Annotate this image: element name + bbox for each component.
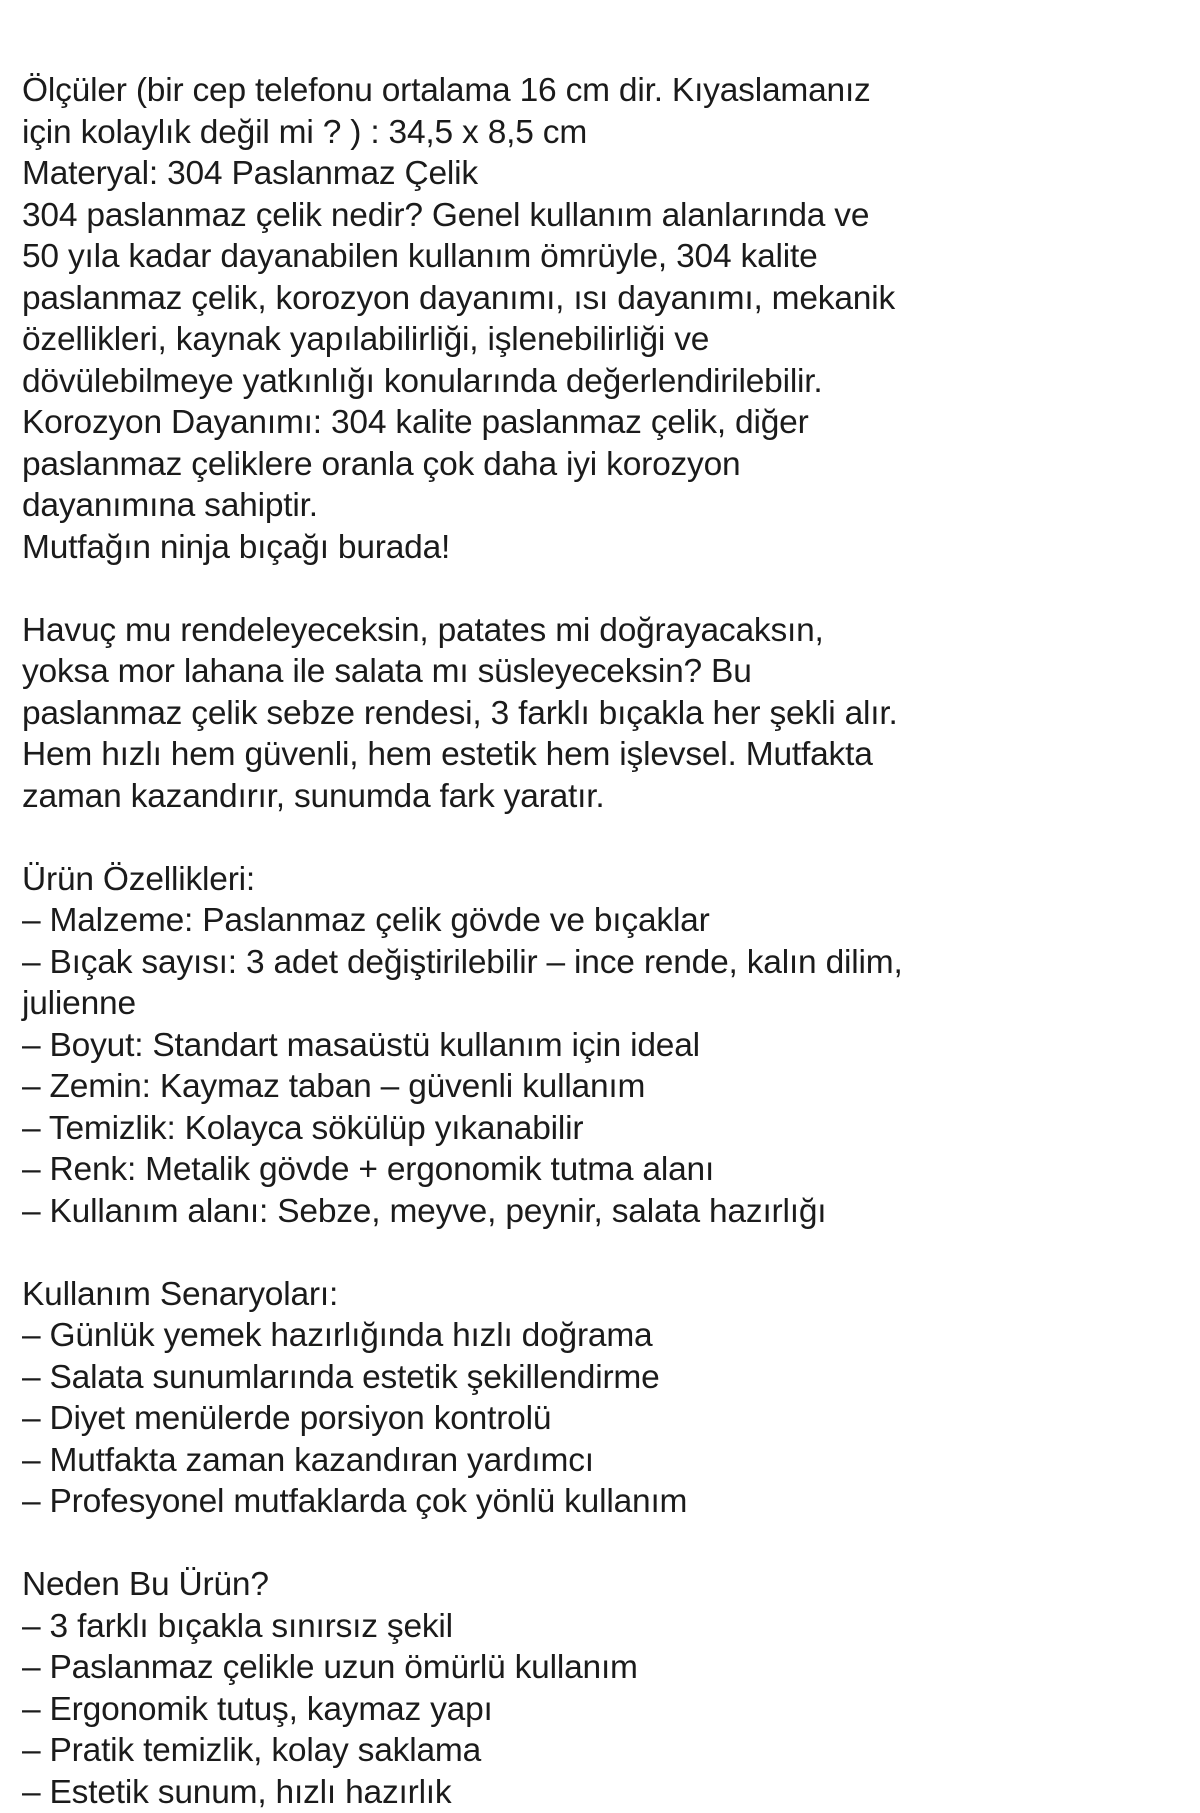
paragraph-spacer: [22, 817, 1062, 859]
feature-item-continuation: julienne: [22, 983, 1062, 1025]
feature-item: – Temizlik: Kolayca sökülüp yıkanabilir: [22, 1108, 1062, 1150]
tagline: Mutfağın ninja bıçağı burada!: [22, 527, 1062, 569]
spec-line: paslanmaz çelik, korozyon dayanımı, ısı dayanımı, mekanik: [22, 278, 1062, 320]
spec-line: paslanmaz çeliklere oranla çok daha iyi korozyon: [22, 444, 1062, 486]
paragraph-spacer: [22, 568, 1062, 610]
spec-line: dövülebilmeye yatkınlığı konularında değerlendirilebilir.: [22, 361, 1062, 403]
scenario-item: – Profesyonel mutfaklarda çok yönlü kullanım: [22, 1481, 1062, 1523]
spec-line: için kolaylık değil mi ? ) : 34,5 x 8,5 cm: [22, 112, 1062, 154]
spec-line: dayanımına sahiptir.: [22, 485, 1062, 527]
why-item: – Paslanmaz çelikle uzun ömürlü kullanım: [22, 1647, 1062, 1689]
intro-line: zaman kazandırır, sunumda fark yaratır.: [22, 776, 1062, 818]
intro-block: [22, 610, 1062, 818]
feature-item: – Renk: Metalik gövde + ergonomik tutma alanı: [22, 1149, 1062, 1191]
feature-item: – Zemin: Kaymaz taban – güvenli kullanım: [22, 1066, 1062, 1108]
scenario-item: – Günlük yemek hazırlığında hızlı doğrama: [22, 1315, 1062, 1357]
feature-item: – Boyut: Standart masaüstü kullanım için ideal: [22, 1025, 1062, 1067]
spec-line: Materyal: 304 Paslanmaz Çelik: [22, 153, 1062, 195]
why-item: – Estetik sunum, hızlı hazırlık: [22, 1772, 1062, 1813]
why-item: – Pratik temizlik, kolay saklama: [22, 1730, 1062, 1772]
spec-line: 50 yıla kadar dayanabilen kullanım ömrüyle, 304 kalite: [22, 236, 1062, 278]
why-heading: Neden Bu Ürün?: [22, 1564, 1062, 1606]
spec-line: 304 paslanmaz çelik nedir? Genel kullanım alanlarında ve: [22, 195, 1062, 237]
features-block: [22, 859, 1062, 1233]
why-this-product-block: [22, 1564, 1062, 1813]
intro-line: paslanmaz çelik sebze rendesi, 3 farklı bıçakla her şekli alır.: [22, 693, 1062, 735]
specifications-block: [22, 70, 1062, 568]
scenario-item: – Mutfakta zaman kazandıran yardımcı: [22, 1440, 1062, 1482]
spec-line: özellikleri, kaynak yapılabilirliği, işlenebilirliği ve: [22, 319, 1062, 361]
paragraph-spacer: [22, 1232, 1062, 1274]
why-item: – Ergonomik tutuş, kaymaz yapı: [22, 1689, 1062, 1731]
feature-item: – Kullanım alanı: Sebze, meyve, peynir, salata hazırlığı: [22, 1191, 1062, 1233]
feature-item: – Malzeme: Paslanmaz çelik gövde ve bıçaklar: [22, 900, 1062, 942]
spec-line: Korozyon Dayanımı: 304 kalite paslanmaz çelik, diğer: [22, 402, 1062, 444]
intro-line: yoksa mor lahana ile salata mı süsleyeceksin? Bu: [22, 651, 1062, 693]
scenario-item: – Salata sunumlarında estetik şekillendirme: [22, 1357, 1062, 1399]
paragraph-spacer: [22, 1523, 1062, 1565]
scenarios-heading: Kullanım Senaryoları:: [22, 1274, 1062, 1316]
features-heading: Ürün Özellikleri:: [22, 859, 1062, 901]
intro-line: Hem hızlı hem güvenli, hem estetik hem işlevsel. Mutfakta: [22, 734, 1062, 776]
intro-line: Havuç mu rendeleyeceksin, patates mi doğrayacaksın,: [22, 610, 1062, 652]
feature-item: – Bıçak sayısı: 3 adet değiştirilebilir – ince rende, kalın dilim,: [22, 942, 1062, 984]
document-body: [22, 70, 1062, 1813]
scenarios-block: [22, 1274, 1062, 1523]
scenario-item: – Diyet menülerde porsiyon kontrolü: [22, 1398, 1062, 1440]
spec-line: Ölçüler (bir cep telefonu ortalama 16 cm dir. Kıyaslamanız: [22, 70, 1062, 112]
why-item: – 3 farklı bıçakla sınırsız şekil: [22, 1606, 1062, 1648]
